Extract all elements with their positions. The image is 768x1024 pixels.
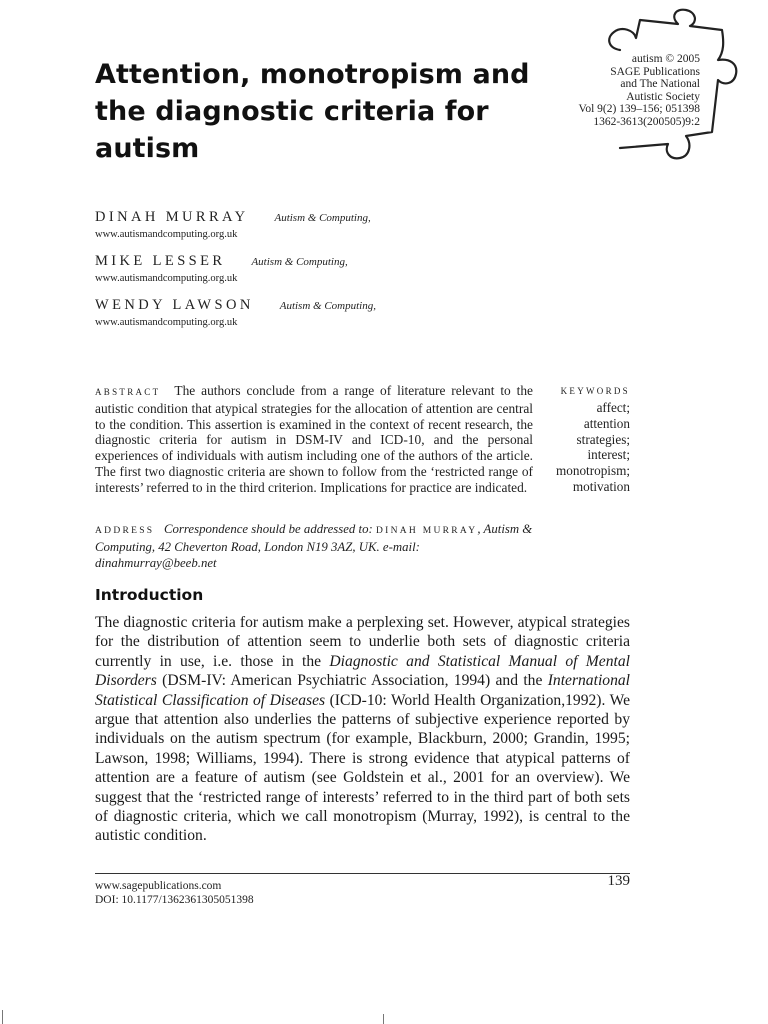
keyword-item: attention — [583, 415, 630, 431]
keywords — [540, 386, 630, 495]
author-block — [95, 252, 615, 284]
keywords-label: KEYWORDS — [560, 386, 630, 396]
footer-info — [95, 879, 254, 907]
intro-text: The diagnostic criteria for autism make a perplexing set. However, atypical strategies for the distribution of attention seem to underlie both sets of diagnostic criteria currently in use, i.e. those in the — [95, 614, 630, 670]
doi: DOI: 10.1177/1362361305051398 — [95, 894, 254, 906]
keyword-item: monotropism; — [556, 463, 630, 479]
publisher-url: www.sagepublications.com — [95, 880, 222, 892]
journal-line: SAGE Publications — [610, 65, 700, 78]
keyword-item: interest; — [587, 447, 630, 463]
introduction-paragraph — [95, 613, 630, 846]
section-heading: Introduction — [95, 586, 204, 604]
author-block — [95, 208, 615, 240]
intro-text: (DSM-IV: American Psychiatric Association, 1994) and the — [156, 672, 548, 690]
author-url: www.autismandcomputing.org.uk — [95, 229, 238, 240]
author-block — [95, 296, 615, 328]
abstract-text: The authors conclude from a range of literature relevant to the autistic condition that atypical strategies for the allocation of attention are central to the condition. This assertion is examined in the context of recent research, the diagnostic criteria for autism in DSM-IV and ICD-10, and the personal experiences of individuals with autism including one of the authors of the article. The first two diagnostic criteria are shown to follow from the ‘restricted range of interests’ referred to in the third criterion. Implications for practice are indicated. — [95, 383, 533, 495]
keyword-item: affect; — [596, 400, 630, 415]
crop-mark — [383, 1014, 384, 1024]
correspondence-address — [95, 521, 533, 571]
author-affiliation: Autism & Computing, — [279, 300, 376, 312]
author-url: www.autismandcomputing.org.uk — [95, 317, 238, 328]
journal-line: and The National — [620, 78, 700, 90]
address-details: , Autism & Computing, 42 Cheverton Road, London N19 3AZ, UK. e-mail: dinahmurray@beeb.net — [95, 522, 533, 570]
abstract — [95, 383, 533, 496]
intro-text: (ICD-10: World Health Organization,1992). We argue that attention also underlies the patterns of subjective experience reported by individuals on the autism spectrum (for example, Blackburn, 2000; Grandin, 1995; Lawson, 1998; Williams, 1994). There is strong evidence that atypical patterns of attention are a feature of autism (see Goldstein et al., 2001 for an overview). We suggest that the ‘restricted range of interests’ referred to in the third part of both sets of diagnostic criteria, which we call monotropism (Murray, 1992), is central to the autistic condition. — [95, 691, 631, 845]
journal-line: Autistic Society — [626, 90, 700, 103]
author-affiliation: Autism & Computing, — [274, 212, 371, 224]
crop-mark — [2, 1010, 3, 1024]
footer-rule — [95, 873, 630, 874]
intro-italic-title: International Statistical Classification of Diseases — [95, 672, 630, 709]
address-lead: Correspondence should be addressed to: — [164, 522, 373, 536]
address-name: DINAH MURRAY — [375, 526, 478, 536]
article-title: Attention, monotropism and the diagnostic criteria for autism — [95, 59, 530, 164]
author-name: DINAH MURRAY — [95, 209, 249, 225]
intro-italic-title: Diagnostic and Statistical Manual of Mental Disorders — [95, 652, 630, 690]
author-name: WENDY LAWSON — [95, 297, 254, 313]
keyword-item: strategies; — [576, 431, 630, 447]
keyword-item: motivation — [572, 478, 630, 494]
journal-line: autism © 2005 — [631, 53, 700, 65]
author-name: MIKE LESSER — [95, 253, 226, 269]
journal-line: 1362-3613(200505)9:2 — [593, 115, 700, 128]
abstract-label: ABSTRACT — [95, 387, 161, 397]
page-number: 139 — [607, 873, 630, 889]
address-label: ADDRESS — [95, 526, 155, 536]
journal-line: Vol 9(2) 139–156; 051398 — [578, 103, 700, 115]
author-affiliation: Autism & Computing, — [251, 256, 348, 268]
journal-info — [548, 53, 700, 128]
author-url: www.autismandcomputing.org.uk — [95, 273, 238, 284]
